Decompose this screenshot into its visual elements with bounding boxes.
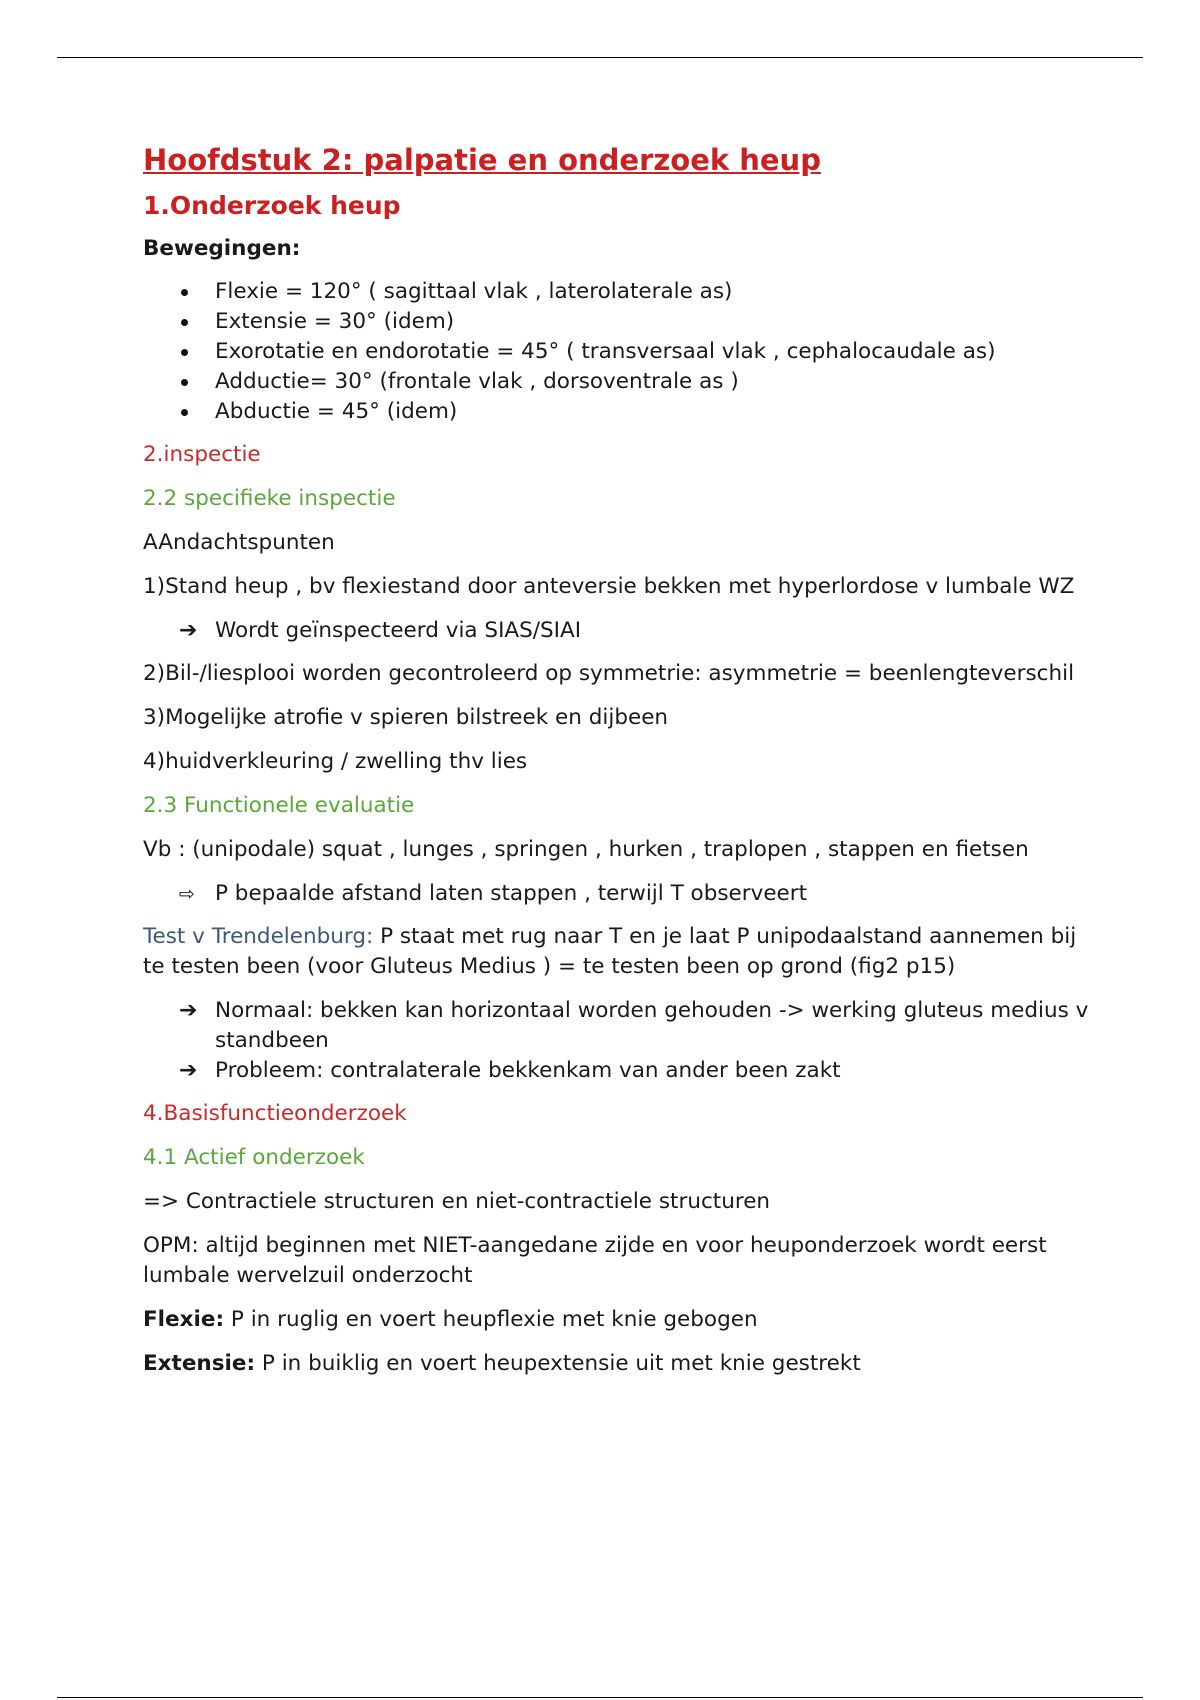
arrow-item [143, 1056, 1093, 1086]
list-item: Flexie = 120° ( sagittaal vlak , laterolaterale as) [143, 277, 1093, 307]
paragraph-flexie [143, 1305, 1093, 1335]
hollow-arrow-right-icon: ⇨ [179, 883, 195, 905]
paragraph-structuren: => Contractiele structuren en niet-contractiele structuren [143, 1189, 771, 1214]
subsection-heading-functionele-evaluatie: 2.3 Functionele evaluatie [143, 793, 415, 818]
paragraph-trendelenburg [143, 922, 1093, 982]
bewegingen-list [143, 277, 1093, 427]
arrow-item [143, 879, 1093, 909]
flexie-text: P in ruglig en voert heupflexie met knie gebogen [224, 1307, 758, 1332]
paragraph-stand-heup: 1)Stand heup , bv flexiestand door anteversie bekken met hyperlordose v lumbale WZ [143, 574, 1075, 599]
footer-rule [57, 1697, 1143, 1698]
arrow-item-text: Probleem: contralaterale bekkenkam van ander been zakt [215, 1058, 841, 1083]
paragraph-atrofie: 3)Mogelijke atrofie v spieren bilstreek en dijbeen [143, 705, 669, 730]
list-item: Extensie = 30° (idem) [143, 307, 1093, 337]
chapter-title: Hoofdstuk 2: palpatie en onderzoek heup [143, 143, 821, 177]
extensie-label: Extensie: [143, 1351, 256, 1376]
subsection-heading-actief-onderzoek: 4.1 Actief onderzoek [143, 1145, 365, 1170]
list-item: Exorotatie en endorotatie = 45° ( transversaal vlak , cephalocaudale as) [143, 337, 1093, 367]
arrow-item [143, 996, 1093, 1056]
list-item: Adductie= 30° (frontale vlak , dorsoventrale as ) [143, 367, 1093, 397]
paragraph-aandachtspunten: AAndachtspunten [143, 530, 335, 555]
arrow-item-text: Normaal: bekken kan horizontaal worden gehouden -> werking gluteus medius v standbeen [215, 998, 1089, 1053]
flexie-label: Flexie: [143, 1307, 225, 1332]
arrow-item-text: P bepaalde afstand laten stappen , terwijl T observeert [215, 881, 808, 906]
arrow-right-icon: ➔ [179, 618, 198, 643]
paragraph-extensie [143, 1349, 1093, 1379]
arrow-right-icon: ➔ [179, 1058, 198, 1083]
arrow-item-text: Wordt geïnspecteerd via SIAS/SIAI [215, 618, 582, 643]
header-rule [57, 57, 1143, 58]
document-page [143, 137, 1093, 1393]
section-heading-basisfunctieonderzoek: 4.Basisfunctieonderzoek [143, 1101, 407, 1126]
paragraph-opm: OPM: altijd beginnen met NIET-aangedane zijde en voor heuponderzoek wordt eerst lumbale wervelzuil onderzocht [143, 1233, 1047, 1288]
bewegingen-label: Bewegingen: [143, 236, 301, 261]
subsection-heading-specifieke-inspectie: 2.2 specifieke inspectie [143, 486, 396, 511]
arrow-item [143, 616, 1093, 646]
arrow-right-icon: ➔ [179, 998, 198, 1023]
test-label: Test v Trendelenburg: [143, 924, 374, 949]
paragraph-bilplooi: 2)Bil-/liesplooi worden gecontroleerd op symmetrie: asymmetrie = beenlengteverschil [143, 661, 1075, 686]
section-heading-onderzoek: 1.Onderzoek heup [143, 191, 401, 220]
test-text: P staat met rug naar T en je laat P unipodaalstand aannemen bij te testen been (voor Gluteus Medius ) = te testen been op grond (fig2 p15) [143, 924, 1077, 979]
paragraph-voorbeelden: Vb : (unipodale) squat , lunges , springen , hurken , traplopen , stappen en fietsen [143, 837, 1029, 862]
arrow-group [143, 996, 1093, 1086]
list-item: Abductie = 45° (idem) [143, 397, 1093, 427]
extensie-text: P in buiklig en voert heupextensie uit met knie gestrekt [255, 1351, 861, 1376]
paragraph-huidverkleuring: 4)huidverkleuring / zwelling thv lies [143, 749, 528, 774]
section-heading-inspectie: 2.inspectie [143, 442, 261, 467]
